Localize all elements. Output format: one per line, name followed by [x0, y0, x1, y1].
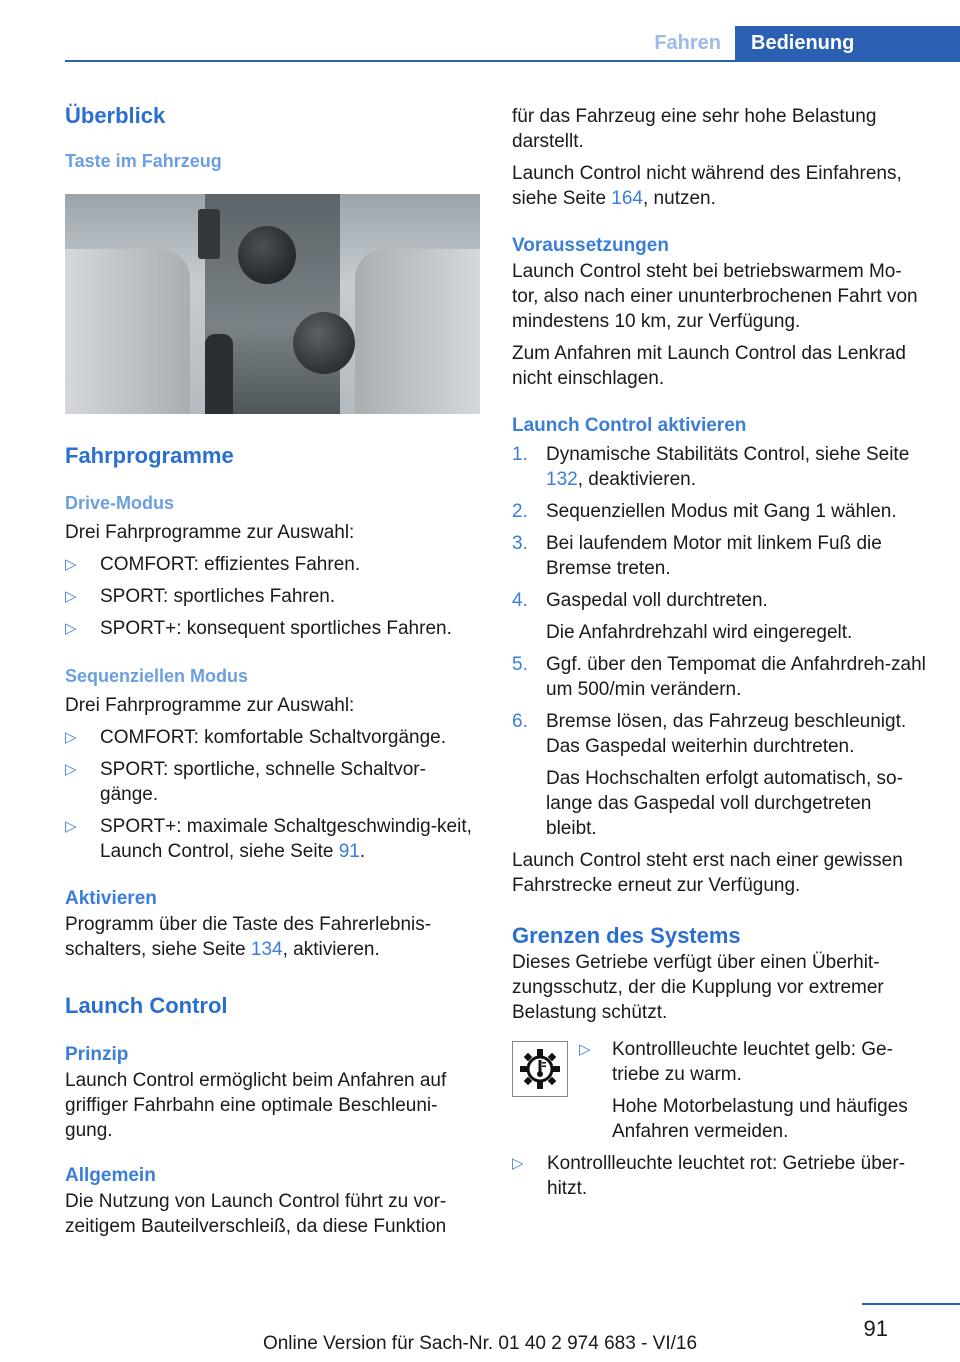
einfahren-text: Launch Control nicht während des Einfahrens, siehe Seite 164, nutzen.: [512, 163, 902, 209]
heading-grenzen: Grenzen des Systems: [512, 923, 741, 948]
header-rule: [65, 60, 960, 62]
step-item: 1. Dynamische Stabilitäts Control, siehe Seite 132, deaktivieren.: [512, 444, 910, 490]
aktivieren-text: Programm über die Taste des Fahrerlebnis-schalters, siehe Seite 134, aktivieren.: [65, 914, 432, 960]
triangle-right-icon: ▷: [65, 620, 77, 637]
triangle-right-icon: ▷: [512, 1155, 524, 1172]
triangle-right-icon: ▷: [65, 588, 77, 605]
list-item: ▷ COMFORT: effizientes Fahren.: [65, 554, 361, 575]
seq-intro: Drei Fahrprogramme zur Auswahl:: [65, 695, 355, 716]
page-link-164[interactable]: 164: [611, 188, 643, 209]
continuation-text: für das Fahrzeug eine sehr hohe Belastung darstellt.: [512, 106, 877, 152]
list-item: ▷ COMFORT: komfortable Schaltvorgänge.: [65, 727, 447, 748]
heading-voraussetzungen: Voraussetzungen: [512, 235, 669, 256]
heading-taste-im-fahrzeug: Taste im Fahrzeug: [65, 151, 222, 171]
triangle-right-icon: ▷: [65, 556, 77, 573]
seq-program-list: [65, 725, 480, 864]
list-item: ▷ Kontrollleuchte leuchtet gelb: Ge-triebe zu warm. Hohe Motorbelastung und häufiges Anfahren vermeiden.: [579, 1039, 908, 1142]
heading-fahrprogramme: Fahrprogramme: [65, 443, 234, 468]
heading-prinzip: Prinzip: [65, 1044, 129, 1065]
drive-intro: Drei Fahrprogramme zur Auswahl:: [65, 522, 355, 543]
handbrake-lever: [205, 334, 233, 414]
page-link-134[interactable]: 134: [250, 939, 283, 960]
heading-aktivieren: Aktivieren: [65, 888, 157, 909]
allgemein-text: Die Nutzung von Launch Control führt zu vor-zeitigem Bauteilverschleiß, da diese Funktion: [65, 1191, 447, 1237]
heading-lc-aktivieren: Launch Control aktivieren: [512, 415, 747, 436]
footer-rule: [862, 1303, 960, 1305]
right-column: [512, 104, 927, 1201]
step-item: 5. Ggf. über den Tempomat die Anfahrdreh-zahl um 500/min verändern.: [512, 654, 926, 700]
online-version-footer: Online Version für Sach-Nr. 01 40 2 974 683 - VI/16: [262, 1333, 698, 1354]
voraussetzungen-text-1: Launch Control steht bei betriebswarmem Mo-tor, also nach einer ununterbrochenen Fahrt von mindestens 10 km, zur Verfügung.: [512, 261, 918, 332]
gear-selector-knob: [238, 226, 296, 284]
step-item: 2. Sequenziellen Modus mit Gang 1 wählen.: [512, 501, 897, 522]
heading-ueberblick: Überblick: [65, 103, 166, 128]
page-number: 91: [863, 1316, 888, 1341]
drive-program-list: [65, 552, 480, 641]
heading-launch-control: Launch Control: [65, 993, 228, 1018]
list-item: ▷ SPORT+: maximale Schaltgeschwindig-keit, Launch Control, siehe Seite 91.: [65, 816, 472, 862]
voraussetzungen-text-2: Zum Anfahren mit Launch Control das Lenkrad nicht einschlagen.: [512, 343, 906, 389]
tab-bedienung[interactable]: Bedienung: [735, 26, 960, 60]
left-column: [65, 98, 480, 1239]
step-item: 3. Bei laufendem Motor mit linkem Fuß die Bremse treten.: [512, 533, 882, 579]
grenzen-text: Dieses Getriebe verfügt über einen Überhit-zungsschutz, der die Kupplung vor extremer Belastung schützt.: [512, 952, 884, 1023]
seat-right: [355, 249, 480, 414]
heading-allgemein: Allgemein: [65, 1165, 156, 1186]
warning-list: [579, 1037, 927, 1144]
triangle-right-icon: ▷: [579, 1041, 591, 1058]
triangle-right-icon: ▷: [65, 818, 77, 835]
heading-sequenziell: Sequenziellen Modus: [65, 666, 249, 686]
page-link-132[interactable]: 132: [546, 469, 578, 490]
idrive-controller: [293, 312, 355, 374]
page-header: [65, 26, 960, 62]
prinzip-text: Launch Control ermöglicht beim Anfahren auf griffiger Fahrbahn eine optimale Beschleuni-gung.: [65, 1070, 447, 1141]
list-item: ▷ SPORT: sportliches Fahren.: [65, 586, 336, 607]
seat-left: [65, 249, 190, 414]
step-item: 6. Bremse lösen, das Fahrzeug beschleunigt. Das Gaspedal weiterhin durchtreten. Das Hochschalten erfolgt automatisch, so-lange das Gaspedal voll durchgetreten bleibt.: [512, 711, 907, 839]
triangle-right-icon: ▷: [65, 729, 77, 746]
console-photo: [65, 194, 480, 414]
transmission-temperature-icon: [512, 1041, 568, 1097]
page-link-91[interactable]: 91: [338, 841, 360, 862]
heading-drive-modus: Drive-Modus: [65, 493, 175, 513]
activation-steps: [512, 442, 927, 841]
list-item: ▷ SPORT+: konsequent sportliches Fahren.: [65, 618, 452, 639]
warning-list-2: [512, 1151, 927, 1201]
tab-fahren[interactable]: Fahren: [654, 32, 721, 54]
step-item: 4. Gaspedal voll durchtreten. Die Anfahrdrehzahl wird eingeregelt.: [512, 590, 853, 643]
warning-block: [512, 1037, 927, 1144]
driving-experience-switch: [198, 209, 220, 259]
list-item: ▷ Kontrollleuchte leuchtet rot: Getriebe über-hitzt.: [512, 1153, 906, 1199]
list-item: ▷ SPORT: sportliche, schnelle Schaltvor-gänge.: [65, 759, 426, 805]
erneut-text: Launch Control steht erst nach einer gewissen Fahrstrecke erneut zur Verfügung.: [512, 850, 903, 896]
triangle-right-icon: ▷: [65, 761, 77, 778]
